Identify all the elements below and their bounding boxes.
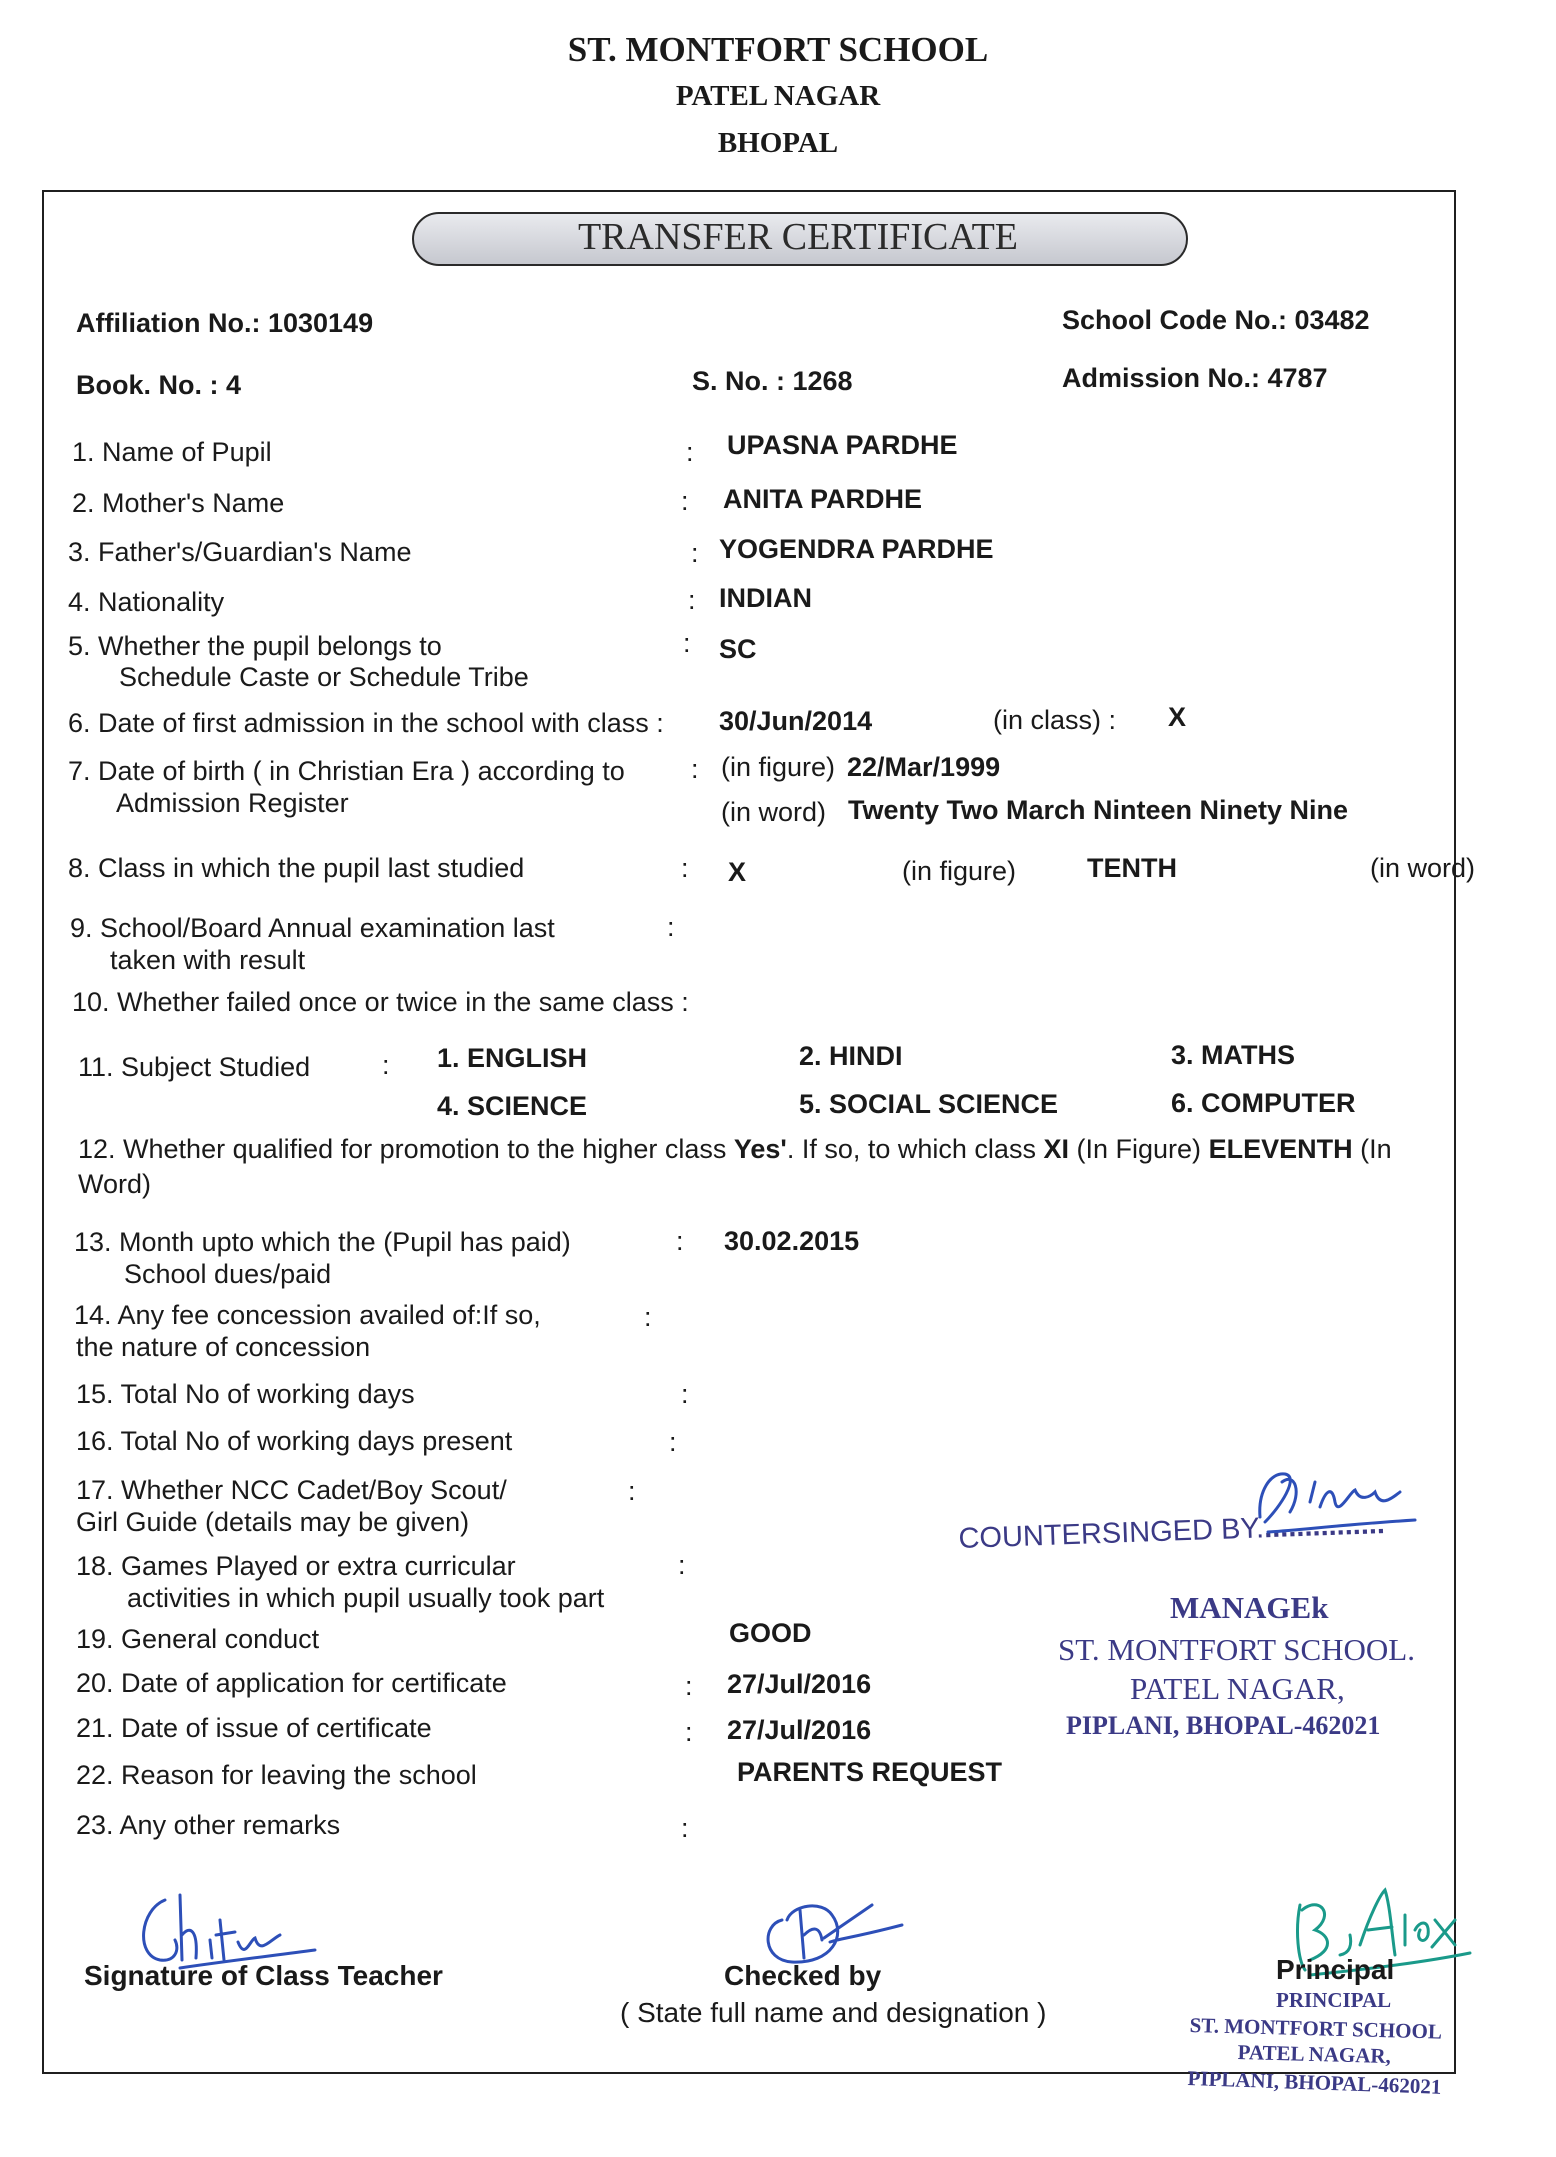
item-15-label: 15. Total No of working days [76,1379,415,1409]
subject-3: 3. MATHS [1171,1040,1296,1070]
item-12-label [78,1134,1392,1165]
item-5-label: 5. Whether the pupil belongs to [68,631,442,661]
item-9-label: 9. School/Board Annual examination last [70,913,555,943]
countersigned-dots: ............... [1263,1508,1386,1545]
certificate-title: TRANSFER CERTIFICATE [577,216,1019,258]
last-class-word: TENTH [1087,853,1177,883]
dob-word: Twenty Two March Ninteen Ninety Nine [848,795,1349,825]
general-conduct: GOOD [729,1618,812,1648]
promotion-class-figure: XI [1043,1134,1069,1164]
item-13-label: 13. Month upto which the (Pupil has paid) [74,1227,571,1257]
pupil-name: UPASNA PARDHE [727,430,958,460]
item-22-label: 22. Reason for leaving the school [76,1760,477,1790]
item-14-label: 14. Any fee concession availed of:If so, [74,1300,541,1330]
school-city: BHOPAL [717,127,839,159]
checked-by-label: Checked by [724,1960,882,1991]
colon: : [681,853,689,883]
item-7-label-cont: Admission Register [116,788,349,818]
manager-stamp-address: PIPLANI, BHOPAL-462021 [1066,1711,1381,1740]
subject-1: 1. ENGLISH [437,1043,588,1073]
school-area: PATEL NAGAR [675,80,881,112]
admission-class: X [1168,702,1187,732]
item-9-label-cont: taken with result [110,945,306,975]
last-class-figure: X [728,857,747,887]
colon: : [669,1427,677,1457]
item-1-label: 1. Name of Pupil [72,437,272,467]
colon: : [676,1226,684,1256]
issue-date: 27/Jul/2016 [727,1715,872,1745]
in-word-label: (in word) [1370,853,1476,883]
colon: : [685,1717,693,1747]
promotion-answer: Yes' [733,1134,787,1164]
item-12-text-4: (In [1360,1134,1392,1164]
in-figure-label: (in figure) [902,856,1017,886]
colon: : [681,1379,689,1409]
subject-5: 5. SOCIAL SCIENCE [799,1089,1059,1119]
dob-figure-label: (in figure) [721,752,836,782]
item-5-label-cont: Schedule Caste or Schedule Tribe [119,662,529,692]
item-21-label: 21. Date of issue of certificate [76,1713,432,1743]
item-18-label: 18. Games Played or extra curricular [76,1551,516,1581]
item-19-label: 19. General conduct [76,1624,320,1654]
principal-stamp-title: PRINCIPAL [1276,1988,1392,2012]
item-2-label: 2. Mother's Name [72,488,285,518]
manager-stamp-school: ST. MONTFORT SCHOOL. [1058,1632,1415,1667]
item-18-label-cont: activities in which pupil usually took part [127,1583,605,1613]
school-name: ST. MONTFORT SCHOOL [567,30,989,69]
principal-label: Principal [1276,1954,1395,1985]
principal-stamp-address: PIPLANI, BHOPAL-462021 [1187,2066,1442,2099]
manager-stamp-title: MANAGEk [1170,1590,1329,1625]
item-14-label-cont: the nature of concession [76,1332,371,1362]
subject-2: 2. HINDI [799,1041,903,1071]
dob-figure: 22/Mar/1999 [847,752,1001,782]
item-11-label: 11. Subject Studied [78,1052,311,1082]
dob-word-label: (in word) [721,797,827,827]
colon: : [382,1050,390,1080]
colon: : [644,1302,652,1332]
colon: : [685,1671,693,1701]
class-teacher-signature-label: Signature of Class Teacher [84,1960,443,1991]
leaving-reason: PARENTS REQUEST [737,1757,1003,1787]
item-4-label: 4. Nationality [68,587,225,617]
colon: : [683,628,691,658]
item-17-label: 17. Whether NCC Cadet/Boy Scout/ [76,1475,507,1505]
item-6-label: 6. Date of first admission in the school with class : [68,708,664,738]
first-admission-date: 30/Jun/2014 [719,706,873,736]
colon: : [688,585,696,615]
colon: : [678,1550,686,1580]
item-3-label: 3. Father's/Guardian's Name [68,537,412,567]
colon: : [681,486,689,516]
item-13-label-cont: School dues/paid [124,1259,332,1289]
mother-name: ANITA PARDHE [723,484,922,514]
principal-stamp-school: ST. MONTFORT SCHOOL [1189,2013,1443,2044]
colon: : [691,538,699,568]
admission-number: Admission No.: 4787 [1062,363,1328,393]
item-12-text: 12. Whether qualified for promotion to the higher class [78,1134,727,1164]
item-12-label-cont: Word) [78,1169,152,1199]
principal-stamp-area: PATEL NAGAR, [1237,2040,1392,2069]
manager-signature [1240,1462,1430,1545]
item-17-label-cont: Girl Guide (details may be given) [76,1507,470,1537]
certificate-border [42,190,1456,2074]
caste-category: SC [719,634,757,664]
colon: : [686,437,694,467]
nationality: INDIAN [719,583,812,613]
item-16-label: 16. Total No of working days present [76,1426,513,1456]
item-23-label: 23. Any other remarks [76,1810,341,1840]
father-name: YOGENDRA PARDHE [719,534,994,564]
state-name-designation: ( State full name and designation ) [620,1997,1047,2028]
colon: : [667,912,675,942]
subject-6: 6. COMPUTER [1171,1088,1356,1118]
item-12-text-3: (In Figure) [1076,1134,1202,1164]
manager-stamp-area: PATEL NAGAR, [1130,1671,1345,1706]
colon: : [681,1813,689,1843]
colon: : [691,754,699,784]
in-class-label: (in class) : [993,705,1117,735]
item-12-text-2: . If so, to which class [786,1134,1036,1164]
affiliation-number: Affiliation No.: 1030149 [76,308,374,338]
school-code: School Code No.: 03482 [1062,305,1370,335]
subject-4: 4. SCIENCE [437,1091,588,1121]
dues-paid-month: 30.02.2015 [724,1226,860,1256]
item-10-label: 10. Whether failed once or twice in the same class : [72,987,689,1017]
promotion-class-word: ELEVENTH [1208,1134,1353,1164]
item-20-label: 20. Date of application for certificate [76,1668,507,1698]
application-date: 27/Jul/2016 [727,1669,872,1699]
countersigned-text: COUNTERSINGED BY. [958,1512,1265,1555]
serial-number: S. No. : 1268 [692,366,853,396]
item-7-label: 7. Date of birth ( in Christian Era ) according to [68,756,625,786]
colon: : [628,1476,636,1506]
book-number: Book. No. : 4 [76,370,242,400]
item-8-label: 8. Class in which the pupil last studied [68,853,525,883]
